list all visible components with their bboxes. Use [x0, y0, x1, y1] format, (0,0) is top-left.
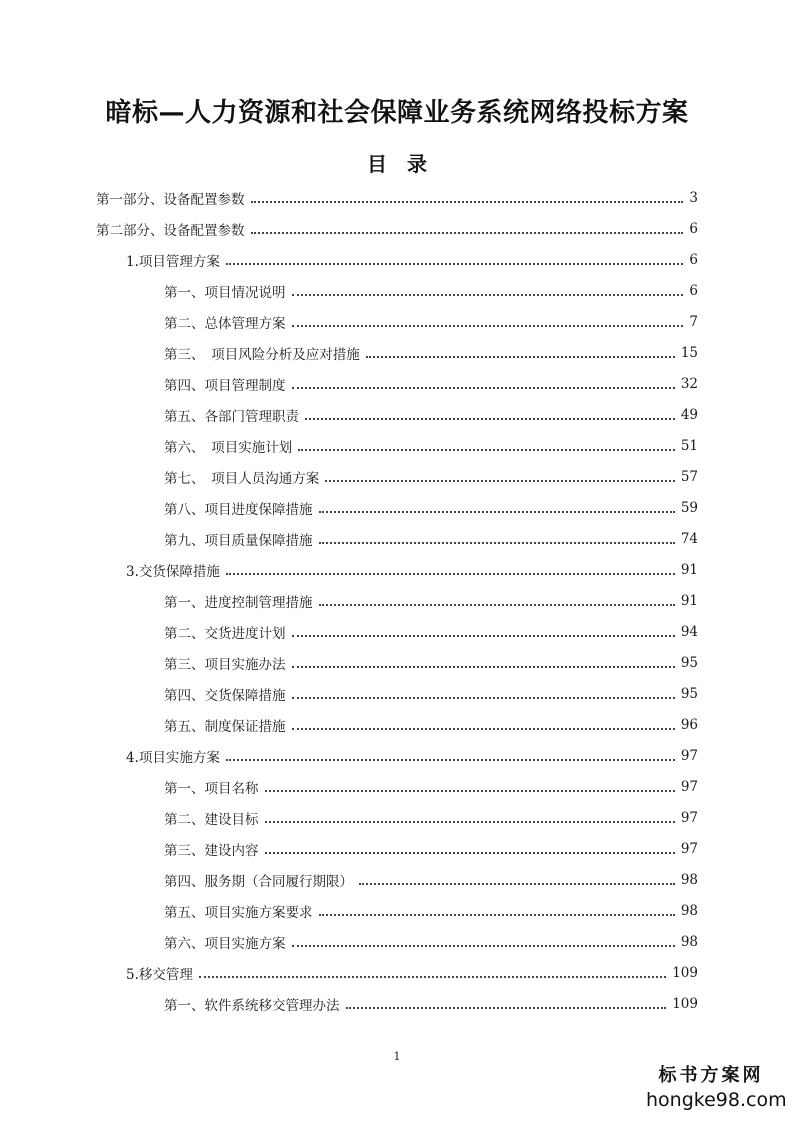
toc-entry-page: 91	[680, 592, 698, 609]
toc-entry-page: 91	[680, 561, 698, 578]
toc-entry[interactable]	[164, 275, 698, 306]
toc-dot-leader	[226, 758, 675, 761]
toc-entry-title: 第四、服务期（合同履行期限）	[164, 873, 353, 890]
toc-entry-title: 第五、制度保证措施	[164, 718, 286, 735]
toc-entry-title: 第二、总体管理方案	[164, 315, 286, 332]
toc-entry[interactable]	[126, 554, 698, 585]
toc-dot-leader	[346, 1006, 667, 1009]
toc-dot-leader	[292, 324, 684, 327]
toc-entry-title: 第三、建设内容	[164, 842, 259, 859]
page-number: 1	[393, 1050, 401, 1063]
toc-entry[interactable]	[164, 461, 698, 492]
toc-entry[interactable]	[164, 616, 698, 647]
toc-dot-leader	[305, 417, 675, 420]
toc-entry[interactable]	[126, 957, 698, 988]
toc-entry-page: 96	[680, 716, 698, 733]
toc-entry-title: 第一部分、设备配置参数	[96, 191, 245, 208]
toc-entry-title: 第四、交货保障措施	[164, 687, 286, 704]
toc-dot-leader	[265, 820, 675, 823]
toc-dot-leader	[292, 293, 684, 296]
toc-entry-page: 97	[680, 747, 698, 764]
toc-entry-title: 第一、项目名称	[164, 780, 259, 797]
toc-dot-leader	[366, 355, 675, 358]
toc-dot-leader	[251, 231, 684, 234]
toc-entry-page: 97	[680, 840, 698, 857]
toc-dot-leader	[292, 696, 675, 699]
toc-entry-title: 第一、项目情况说明	[164, 284, 286, 301]
toc-dot-leader	[292, 634, 675, 637]
toc-dot-leader	[292, 386, 675, 389]
toc-entry-title: 4.项目实施方案	[126, 749, 220, 766]
toc-entry-title: 第六、项目实施方案	[164, 935, 286, 952]
toc-dot-leader	[319, 603, 675, 606]
toc-entry-title: 第七、 项目人员沟通方案	[164, 470, 320, 487]
toc-entry[interactable]	[126, 244, 698, 275]
toc-entry[interactable]	[164, 833, 698, 864]
toc-entry-page: 3	[689, 189, 698, 206]
toc-entry-title: 1.项目管理方案	[126, 253, 220, 270]
toc-entry-page: 6	[689, 251, 698, 268]
toc-entry-page: 98	[680, 871, 698, 888]
watermark-url: hongke98.com	[646, 1089, 787, 1111]
toc-dot-leader	[359, 882, 675, 885]
toc-entry-page: 32	[680, 375, 698, 392]
toc-dot-leader	[265, 789, 675, 792]
toc-entry[interactable]	[164, 709, 698, 740]
toc-dot-leader	[226, 572, 675, 575]
toc-entry-page: 97	[680, 809, 698, 826]
toc-entry-page: 49	[680, 406, 698, 423]
toc-entry[interactable]	[96, 213, 698, 244]
toc-entry-page: 95	[680, 654, 698, 671]
toc-dot-leader	[319, 541, 675, 544]
toc-entry-page: 94	[680, 623, 698, 640]
toc-dot-leader	[292, 665, 675, 668]
toc-entry[interactable]	[164, 647, 698, 678]
toc-entry[interactable]	[164, 585, 698, 616]
toc-entry-title: 第三、 项目风险分析及应对措施	[164, 346, 360, 363]
toc-entry[interactable]	[164, 771, 698, 802]
toc-entry-page: 7	[689, 313, 698, 330]
toc-entry[interactable]	[164, 864, 698, 895]
toc-entry-title: 第五、各部门管理职责	[164, 408, 299, 425]
toc-entry-page: 51	[680, 437, 698, 454]
toc-dot-leader	[319, 913, 675, 916]
toc-entry[interactable]	[164, 430, 698, 461]
toc-entry-page: 109	[672, 995, 698, 1012]
toc-entry[interactable]	[164, 399, 698, 430]
toc-dot-leader	[325, 479, 675, 482]
toc-heading: 目 录	[367, 152, 427, 176]
toc-dot-leader	[292, 727, 675, 730]
toc-entry[interactable]	[164, 306, 698, 337]
toc-entry-page: 109	[672, 964, 698, 981]
toc-entry-title: 第二、交货进度计划	[164, 625, 286, 642]
toc-entry-page: 98	[680, 933, 698, 950]
toc-entry[interactable]	[164, 678, 698, 709]
toc-entry-page: 98	[680, 902, 698, 919]
toc-entry[interactable]	[126, 740, 698, 771]
toc-entry[interactable]	[164, 523, 698, 554]
toc-entry-page: 6	[689, 220, 698, 237]
toc-dot-leader	[298, 448, 675, 451]
toc-entry-title: 3.交货保障措施	[126, 563, 220, 580]
toc-entry-title: 第六、 项目实施计划	[164, 439, 293, 456]
watermark-name: 标书方案网	[658, 1065, 764, 1086]
toc-entry[interactable]	[96, 182, 698, 213]
toc-dot-leader	[265, 851, 675, 854]
toc-entry-title: 第一、软件系统移交管理办法	[164, 997, 340, 1014]
toc-entry-title: 第九、项目质量保障措施	[164, 532, 313, 549]
toc-entry[interactable]	[164, 802, 698, 833]
toc-entry-page: 57	[680, 468, 698, 485]
toc-entry-title: 第二部分、设备配置参数	[96, 222, 245, 239]
watermark	[646, 1064, 787, 1112]
toc-entry[interactable]	[164, 988, 698, 1019]
toc-entry[interactable]	[164, 895, 698, 926]
toc-entry-title: 第四、项目管理制度	[164, 377, 286, 394]
toc-entry[interactable]	[164, 492, 698, 523]
toc-entry[interactable]	[164, 337, 698, 368]
toc-entry-title: 第八、项目进度保障措施	[164, 501, 313, 518]
toc-entry-page: 74	[680, 530, 698, 547]
toc-dot-leader	[292, 944, 675, 947]
toc-entry[interactable]	[164, 368, 698, 399]
toc-dot-leader	[251, 200, 684, 203]
toc-entry-page: 95	[680, 685, 698, 702]
toc-entry-title: 第二、建设目标	[164, 811, 259, 828]
document-title: 暗标—人力资源和社会保障业务系统网络投标方案	[105, 98, 689, 128]
toc-dot-leader	[319, 510, 675, 513]
toc-entry-page: 59	[680, 499, 698, 516]
toc-entry-title: 5.移交管理	[126, 966, 193, 983]
toc-entry-title: 第五、项目实施方案要求	[164, 904, 313, 921]
toc-entry-title: 第三、项目实施办法	[164, 656, 286, 673]
toc-entry-page: 15	[680, 344, 698, 361]
toc-entry-page: 6	[689, 282, 698, 299]
toc-entry[interactable]	[164, 926, 698, 957]
toc-entry-page: 97	[680, 778, 698, 795]
toc-dot-leader	[199, 975, 666, 978]
toc-entry-title: 第一、进度控制管理措施	[164, 594, 313, 611]
toc-dot-leader	[226, 262, 684, 265]
